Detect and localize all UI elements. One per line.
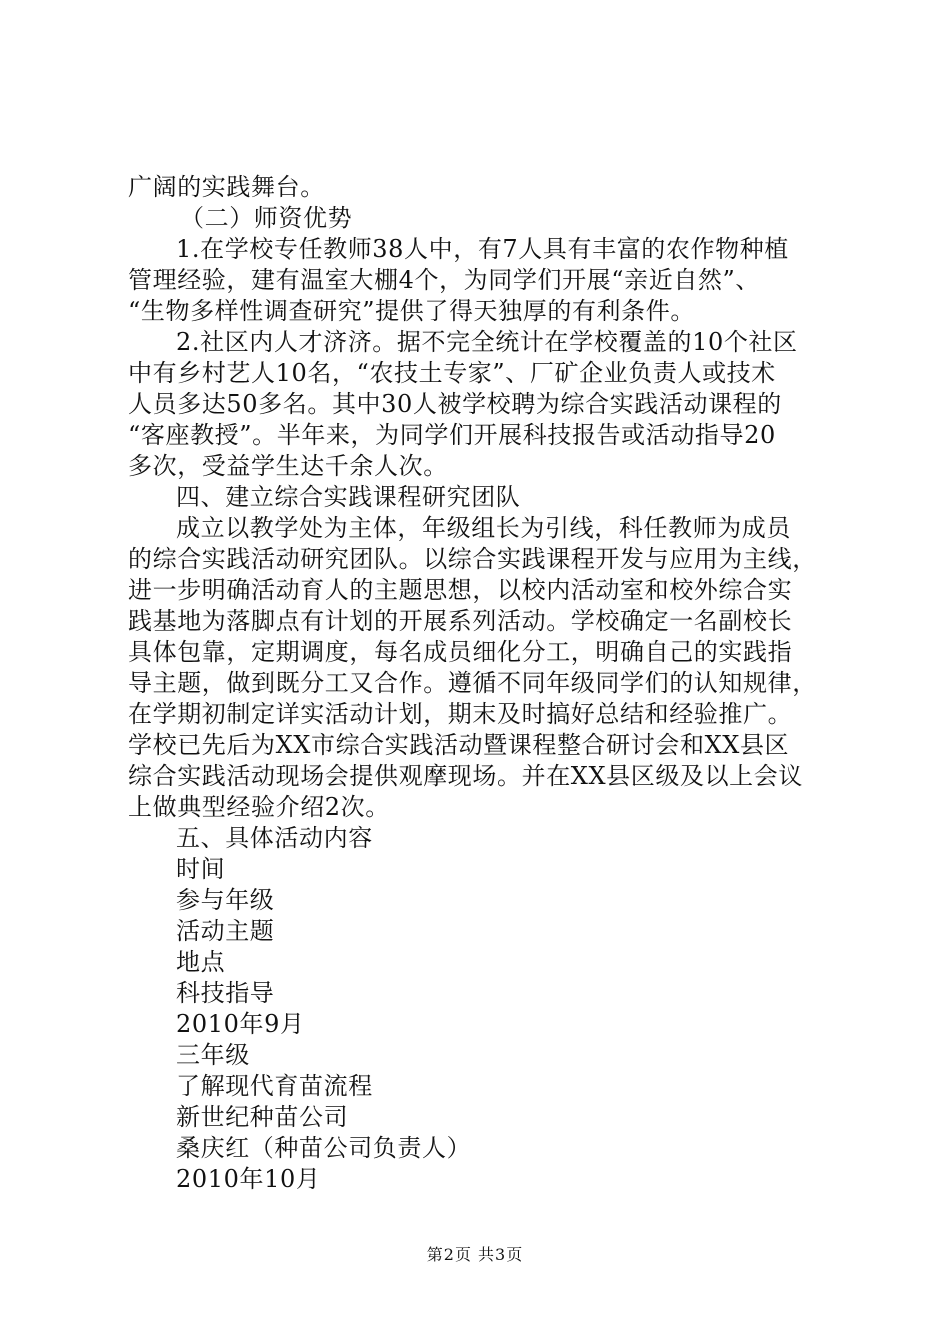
- text-line: 桑庆红（种苗公司负责人）: [176, 1134, 472, 1162]
- text-line: 时间: [176, 855, 226, 883]
- text-line: 地点: [176, 948, 226, 976]
- text-line: 四、建立综合实践课程研究团队: [176, 483, 521, 511]
- text-line: 践基地为落脚点有计划的开展系列活动。学校确定一名副校长: [128, 607, 793, 635]
- text-line: 管理经验，建有温室大棚4个，为同学们开展“亲近自然”、: [128, 266, 761, 294]
- text-line: 成立以教学处为主体，年级组长为引线，科任教师为成员: [176, 514, 791, 542]
- text-line: “客座教授”。半年来，为同学们开展科技报告或活动指导20: [128, 421, 776, 449]
- document-body: [128, 172, 848, 1195]
- text-line: 在学期初制定详实活动计划，期末及时搞好总结和经验推广。: [128, 700, 793, 728]
- text-line: （二）师资优势: [180, 204, 353, 232]
- text-line: 广阔的实践舞台。: [128, 173, 325, 201]
- text-line: 科技指导: [176, 979, 275, 1007]
- text-line: 了解现代育苗流程: [176, 1072, 373, 1100]
- text-line: 导主题，做到既分工又合作。遵循不同年级同学们的认知规律，: [128, 669, 817, 697]
- text-line: 的综合实践活动研究团队。以综合实践课程开发与应用为主线，: [128, 545, 817, 573]
- text-line: 五、具体活动内容: [176, 824, 373, 852]
- text-line: 2010年9月: [176, 1010, 305, 1038]
- text-line: 2.社区内人才济济。据不完全统计在学校覆盖的10个社区: [176, 328, 798, 356]
- text-line: 活动主题: [176, 917, 275, 945]
- text-line: “生物多样性调查研究”提供了得天独厚的有利条件。: [128, 297, 695, 325]
- text-line: 上做典型经验介绍2次。: [128, 793, 390, 821]
- text-line: 具体包靠，定期调度，每名成员细化分工，明确自己的实践指: [128, 638, 793, 666]
- text-line: 2010年10月: [176, 1165, 321, 1193]
- text-line: 三年级: [176, 1041, 250, 1069]
- text-line: 综合实践活动现场会提供观摩现场。并在XX县区级及以上会议: [128, 762, 803, 790]
- page-footer: 第2页 共3页: [426, 1245, 524, 1264]
- text-line: 人员多达50多名。其中30人被学校聘为综合实践活动课程的: [128, 390, 782, 418]
- text-line: 多次，受益学生达千余人次。: [128, 452, 448, 480]
- text-line: 新世纪种苗公司: [176, 1103, 349, 1131]
- text-line: 学校已先后为XX市综合实践活动暨课程整合研讨会和XX县区: [128, 731, 790, 759]
- text-line: 中有乡村艺人10名，“农技土专家”、厂矿企业负责人或技术: [128, 359, 776, 387]
- text-line: 1.在学校专任教师38人中，有7人具有丰富的农作物种植: [176, 235, 789, 263]
- text-line: 进一步明确活动育人的主题思想，以校内活动室和校外综合实: [128, 576, 793, 604]
- text-line: 参与年级: [176, 886, 275, 914]
